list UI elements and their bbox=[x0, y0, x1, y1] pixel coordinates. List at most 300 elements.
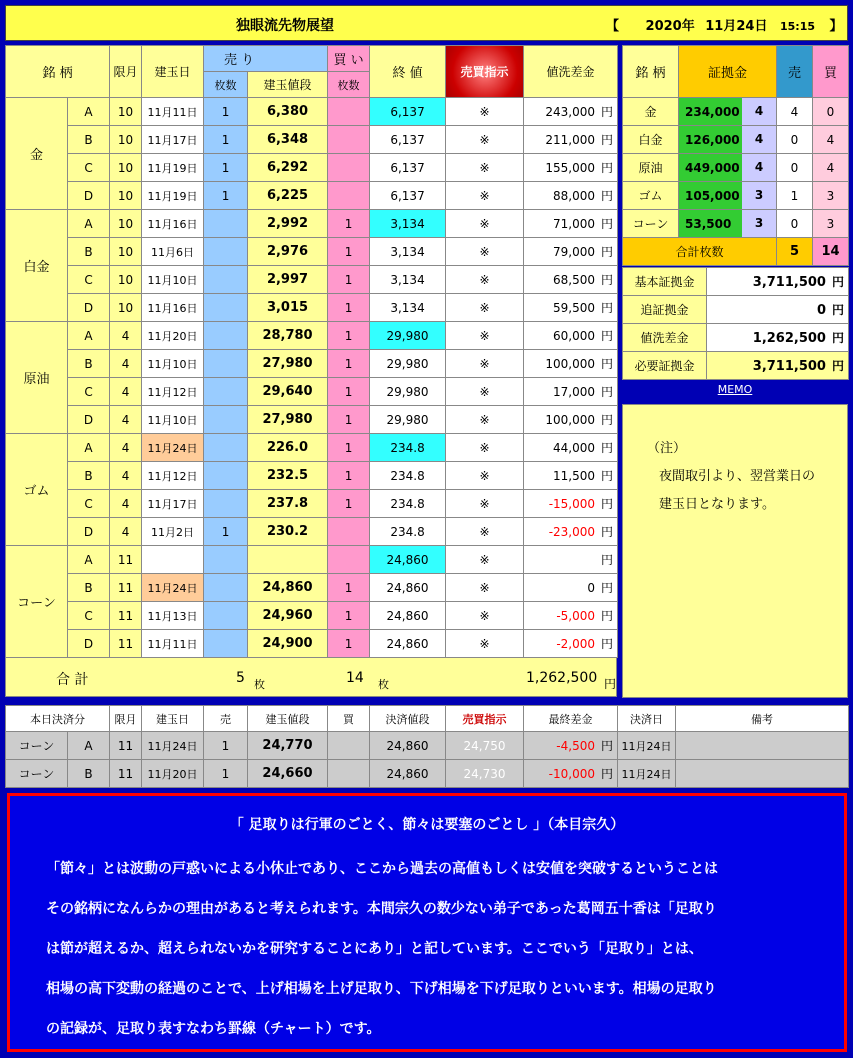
margin-commodity: ゴム bbox=[623, 182, 679, 210]
settle-header-month: 限月 bbox=[110, 706, 142, 732]
yen-unit: 円 bbox=[831, 275, 844, 289]
settlement-row bbox=[6, 760, 849, 788]
settle-month: 11 bbox=[110, 732, 142, 760]
memo-box bbox=[622, 404, 848, 698]
header-trade-instruction: 売買指示 bbox=[446, 46, 524, 98]
sell-count: 1 bbox=[204, 518, 248, 546]
entry-date: 11月17日 bbox=[142, 490, 204, 518]
margin-amount: 126,000 bbox=[685, 132, 740, 147]
entry-date: 11月12日 bbox=[142, 378, 204, 406]
quote-title: 「 足取りは行軍のごとく、節々は要塞のごとし 」（本目宗久） bbox=[229, 817, 625, 833]
mark-to-market bbox=[524, 378, 618, 406]
mark-to-market bbox=[524, 266, 618, 294]
trade-instruction: ※ bbox=[446, 462, 524, 490]
margin-total-sell: 5 bbox=[777, 238, 813, 266]
margin-row bbox=[623, 98, 849, 126]
entry-price: 6,292 bbox=[248, 154, 328, 182]
entry-date: 11月10日 bbox=[142, 266, 204, 294]
buy-count: 1 bbox=[328, 238, 370, 266]
margin-count: 3 bbox=[742, 182, 776, 209]
mark-to-market-value: 60,000 bbox=[553, 329, 596, 343]
trade-instruction: ※ bbox=[446, 266, 524, 294]
sell-count bbox=[204, 462, 248, 490]
closing-price: 3,134 bbox=[370, 238, 446, 266]
closing-price: 234.8 bbox=[370, 490, 446, 518]
closing-price: 24,860 bbox=[370, 630, 446, 658]
sell-count bbox=[204, 434, 248, 462]
yen-unit: 円 bbox=[601, 497, 614, 511]
margin-header-sell: 売 bbox=[777, 46, 813, 98]
settle-header-settle-date: 決済日 bbox=[618, 706, 676, 732]
quote-line-1: 「節々」とは波動の戸惑いによる小休止であり、ここから過去の高値もしくは安値を突破するということは bbox=[46, 861, 718, 877]
entry-price: 28,780 bbox=[248, 322, 328, 350]
summary-value-cell bbox=[707, 324, 849, 352]
trade-instruction: ※ bbox=[446, 574, 524, 602]
summary-label: 追証拠金 bbox=[623, 296, 707, 324]
date-md: 11月24日 bbox=[705, 19, 768, 34]
contract-month: 4 bbox=[110, 518, 142, 546]
settle-commodity: コーン bbox=[6, 760, 68, 788]
margin-header-buy: 買 bbox=[813, 46, 849, 98]
yen-unit: 円 bbox=[601, 357, 614, 371]
settle-header-sell: 売 bbox=[204, 706, 248, 732]
mark-to-market-value: 243,000 bbox=[545, 105, 596, 119]
mark-to-market-value: 59,500 bbox=[553, 301, 596, 315]
buy-count: 1 bbox=[328, 406, 370, 434]
contract-letter: D bbox=[68, 630, 110, 658]
bracket-open: 【 bbox=[606, 19, 620, 34]
contract-letter: D bbox=[68, 294, 110, 322]
header-buy-count: 枚数 bbox=[328, 72, 370, 98]
sell-count bbox=[204, 546, 248, 574]
settlement-row bbox=[6, 732, 849, 760]
buy-count: 1 bbox=[328, 322, 370, 350]
position-row bbox=[6, 210, 618, 238]
closing-price: 234.8 bbox=[370, 434, 446, 462]
yen-unit: 円 bbox=[831, 331, 844, 345]
settle-entry-price: 24,770 bbox=[248, 732, 328, 760]
entry-date: 11月16日 bbox=[142, 210, 204, 238]
mark-to-market-value: 79,000 bbox=[553, 245, 596, 259]
sell-count bbox=[204, 322, 248, 350]
contract-letter: B bbox=[68, 126, 110, 154]
margin-row bbox=[623, 182, 849, 210]
yen-unit: 円 bbox=[601, 133, 614, 147]
contract-month: 4 bbox=[110, 462, 142, 490]
mark-to-market-value: 88,000 bbox=[553, 189, 596, 203]
entry-date: 11月19日 bbox=[142, 182, 204, 210]
margin-row bbox=[623, 210, 849, 238]
sell-count: 1 bbox=[204, 98, 248, 126]
summary-value: 3,711,500 bbox=[752, 275, 826, 290]
yen-unit: 円 bbox=[601, 301, 614, 315]
position-row bbox=[6, 630, 618, 658]
entry-price: 29,640 bbox=[248, 378, 328, 406]
trade-instruction: ※ bbox=[446, 518, 524, 546]
settle-final-cell bbox=[524, 760, 618, 788]
settle-note bbox=[676, 732, 849, 760]
settle-sell: 1 bbox=[204, 760, 248, 788]
mark-to-market bbox=[524, 490, 618, 518]
position-row bbox=[6, 490, 618, 518]
buy-count: 1 bbox=[328, 266, 370, 294]
trade-instruction: ※ bbox=[446, 490, 524, 518]
settle-date: 11月24日 bbox=[618, 760, 676, 788]
yen-unit: 円 bbox=[601, 469, 614, 483]
closing-price: 29,980 bbox=[370, 322, 446, 350]
sell-count bbox=[204, 602, 248, 630]
yen-unit: 円 bbox=[601, 329, 614, 343]
margin-count: 4 bbox=[742, 126, 776, 153]
sell-count bbox=[204, 490, 248, 518]
sell-count: 1 bbox=[204, 126, 248, 154]
memo-line-1: 夜間取引より、翌営業日の bbox=[659, 469, 816, 484]
mark-to-market-value: 211,000 bbox=[545, 133, 596, 147]
position-row bbox=[6, 350, 618, 378]
page-title: 独眼流先物展望 bbox=[236, 18, 334, 34]
closing-price: 24,860 bbox=[370, 602, 446, 630]
contract-month: 10 bbox=[110, 98, 142, 126]
trade-instruction: ※ bbox=[446, 294, 524, 322]
commodity-name: 金 bbox=[6, 98, 68, 210]
margin-sell: 0 bbox=[777, 154, 813, 182]
summary-table bbox=[622, 267, 849, 380]
contract-month: 10 bbox=[110, 154, 142, 182]
buy-count bbox=[328, 518, 370, 546]
yen-unit: 円 bbox=[601, 189, 614, 203]
contract-letter: A bbox=[68, 322, 110, 350]
settle-commodity: コーン bbox=[6, 732, 68, 760]
summary-value: 1,262,500 bbox=[752, 331, 826, 346]
entry-price: 237.8 bbox=[248, 490, 328, 518]
settle-header-name: 本日決済分 bbox=[6, 706, 110, 732]
entry-date: 11月11日 bbox=[142, 98, 204, 126]
margin-buy: 3 bbox=[813, 210, 849, 238]
positions-table bbox=[5, 45, 618, 658]
header-nesen: 値洗差金 bbox=[524, 46, 618, 98]
mark-to-market-value: 100,000 bbox=[545, 357, 596, 371]
closing-price: 29,980 bbox=[370, 350, 446, 378]
yen-unit: 円 bbox=[831, 359, 844, 373]
header-sell: 売 り bbox=[204, 46, 328, 72]
contract-month: 10 bbox=[110, 182, 142, 210]
contract-letter: B bbox=[68, 350, 110, 378]
contract-letter: A bbox=[68, 546, 110, 574]
mark-to-market-value: 100,000 bbox=[545, 413, 596, 427]
contract-month: 10 bbox=[110, 266, 142, 294]
margin-count: 4 bbox=[742, 98, 776, 125]
mark-to-market bbox=[524, 126, 618, 154]
yen-unit: 円 bbox=[831, 303, 844, 317]
margin-amount-cell bbox=[679, 154, 777, 182]
entry-date: 11月24日 bbox=[142, 574, 204, 602]
contract-month: 4 bbox=[110, 490, 142, 518]
margin-buy: 3 bbox=[813, 182, 849, 210]
commodity-name: 白金 bbox=[6, 210, 68, 322]
sell-count bbox=[204, 574, 248, 602]
mark-to-market bbox=[524, 294, 618, 322]
header-gengetsu: 限月 bbox=[110, 46, 142, 98]
margin-buy: 4 bbox=[813, 126, 849, 154]
entry-price: 226.0 bbox=[248, 434, 328, 462]
margin-commodity: 金 bbox=[623, 98, 679, 126]
total-buy-count: 14 bbox=[346, 670, 364, 686]
buy-count: 1 bbox=[328, 490, 370, 518]
buy-count bbox=[328, 182, 370, 210]
mark-to-market bbox=[524, 98, 618, 126]
mark-to-market-value: 11,500 bbox=[553, 469, 596, 483]
margin-amount: 234,000 bbox=[685, 104, 740, 119]
entry-price: 3,015 bbox=[248, 294, 328, 322]
settle-final-value: -10,000 bbox=[548, 767, 595, 781]
margin-sell: 4 bbox=[777, 98, 813, 126]
total-unit: 円 bbox=[604, 677, 617, 691]
position-row bbox=[6, 266, 618, 294]
sell-count bbox=[204, 238, 248, 266]
entry-price: 6,348 bbox=[248, 126, 328, 154]
trade-instruction: ※ bbox=[446, 238, 524, 266]
contract-letter: B bbox=[68, 238, 110, 266]
margin-sell: 1 bbox=[777, 182, 813, 210]
summary-value: 3,711,500 bbox=[752, 359, 826, 374]
summary-row bbox=[623, 324, 849, 352]
buy-count bbox=[328, 154, 370, 182]
settle-header-buy: 買 bbox=[328, 706, 370, 732]
entry-date: 11月2日 bbox=[142, 518, 204, 546]
mark-to-market bbox=[524, 322, 618, 350]
summary-label: 必要証拠金 bbox=[623, 352, 707, 380]
contract-month: 11 bbox=[110, 602, 142, 630]
margin-table bbox=[622, 45, 849, 266]
position-row bbox=[6, 462, 618, 490]
yen-unit: 円 bbox=[600, 767, 613, 781]
mark-to-market bbox=[524, 154, 618, 182]
closing-price: 6,137 bbox=[370, 98, 446, 126]
contract-month: 10 bbox=[110, 210, 142, 238]
entry-price: 2,992 bbox=[248, 210, 328, 238]
quote-line-3: は節が超えるか、超えられないかを研究することにあり」と記しています。ここでいう「足取り」とは、 bbox=[46, 941, 703, 957]
contract-letter: B bbox=[68, 574, 110, 602]
margin-amount: 449,000 bbox=[685, 160, 740, 175]
margin-commodity: コーン bbox=[623, 210, 679, 238]
summary-label: 基本証拠金 bbox=[623, 268, 707, 296]
contract-month: 11 bbox=[110, 546, 142, 574]
contract-month: 4 bbox=[110, 406, 142, 434]
position-row bbox=[6, 154, 618, 182]
closing-price: 29,980 bbox=[370, 406, 446, 434]
summary-value-cell bbox=[707, 352, 849, 380]
total-label: 合 計 bbox=[56, 672, 89, 688]
yen-unit: 円 bbox=[601, 161, 614, 175]
position-row bbox=[6, 126, 618, 154]
margin-row bbox=[623, 126, 849, 154]
entry-price: 6,225 bbox=[248, 182, 328, 210]
margin-count: 3 bbox=[742, 210, 776, 237]
settle-header-instruction: 売買指示 bbox=[446, 706, 524, 732]
position-row bbox=[6, 182, 618, 210]
contract-month: 11 bbox=[110, 630, 142, 658]
bracket-close: 】 bbox=[829, 19, 843, 34]
mark-to-market-value: 17,000 bbox=[553, 385, 596, 399]
yen-unit: 円 bbox=[600, 739, 613, 753]
total-row bbox=[5, 657, 617, 697]
closing-price: 24,860 bbox=[370, 574, 446, 602]
memo-line-2: 建玉日となります。 bbox=[659, 497, 775, 512]
title-bar bbox=[5, 5, 848, 41]
sell-count bbox=[204, 210, 248, 238]
settle-header-date: 建玉日 bbox=[142, 706, 204, 732]
contract-month: 11 bbox=[110, 574, 142, 602]
entry-date: 11月24日 bbox=[142, 434, 204, 462]
position-row bbox=[6, 322, 618, 350]
yen-unit: 円 bbox=[601, 581, 614, 595]
closing-price: 24,860 bbox=[370, 546, 446, 574]
settle-instruction: 24,750 bbox=[446, 732, 524, 760]
sell-count bbox=[204, 350, 248, 378]
entry-date: 11月10日 bbox=[142, 406, 204, 434]
entry-price: 24,960 bbox=[248, 602, 328, 630]
mark-to-market-value: -15,000 bbox=[548, 497, 596, 511]
contract-letter: A bbox=[68, 434, 110, 462]
margin-amount-cell bbox=[679, 210, 777, 238]
settle-entry-date: 11月20日 bbox=[142, 760, 204, 788]
margin-buy: 0 bbox=[813, 98, 849, 126]
entry-date: 11月17日 bbox=[142, 126, 204, 154]
contract-month: 4 bbox=[110, 378, 142, 406]
summary-row bbox=[623, 296, 849, 324]
summary-value: 0 bbox=[816, 303, 826, 318]
position-row bbox=[6, 98, 618, 126]
yen-unit: 円 bbox=[601, 245, 614, 259]
entry-price: 230.2 bbox=[248, 518, 328, 546]
entry-date: 11月11日 bbox=[142, 630, 204, 658]
summary-row bbox=[623, 352, 849, 380]
total-sell-count: 5 bbox=[236, 670, 245, 686]
mark-to-market-value: 71,000 bbox=[553, 217, 596, 231]
trade-instruction: ※ bbox=[446, 350, 524, 378]
datetime-display bbox=[606, 15, 846, 34]
contract-month: 10 bbox=[110, 294, 142, 322]
settle-sell: 1 bbox=[204, 732, 248, 760]
settle-note bbox=[676, 760, 849, 788]
yen-unit: 円 bbox=[601, 273, 614, 287]
sell-count bbox=[204, 630, 248, 658]
settle-final-value: -4,500 bbox=[556, 739, 595, 753]
yen-unit: 円 bbox=[601, 525, 614, 539]
contract-letter: D bbox=[68, 518, 110, 546]
closing-price: 29,980 bbox=[370, 378, 446, 406]
settle-letter: A bbox=[68, 732, 110, 760]
settle-letter: B bbox=[68, 760, 110, 788]
settle-exit-price: 24,860 bbox=[370, 760, 446, 788]
buy-count: 1 bbox=[328, 462, 370, 490]
contract-letter: C bbox=[68, 378, 110, 406]
mark-to-market-value: 0 bbox=[587, 581, 596, 595]
memo-link[interactable]: MEMO bbox=[717, 383, 753, 396]
mark-to-market bbox=[524, 574, 618, 602]
mark-to-market bbox=[524, 462, 618, 490]
trade-instruction: ※ bbox=[446, 546, 524, 574]
mark-to-market bbox=[524, 518, 618, 546]
header-tategyokubi: 建玉日 bbox=[142, 46, 204, 98]
mark-to-market-value: -5,000 bbox=[556, 609, 596, 623]
trade-instruction: ※ bbox=[446, 378, 524, 406]
buy-count: 1 bbox=[328, 210, 370, 238]
total-amount: 1,262,500 bbox=[526, 670, 598, 686]
buy-count: 1 bbox=[328, 294, 370, 322]
settle-header-exit: 決済値段 bbox=[370, 706, 446, 732]
settle-entry-price: 24,660 bbox=[248, 760, 328, 788]
closing-price: 6,137 bbox=[370, 182, 446, 210]
time: 15:15 bbox=[779, 20, 815, 33]
position-row bbox=[6, 434, 618, 462]
margin-total-buy: 14 bbox=[813, 238, 849, 266]
settle-entry-date: 11月24日 bbox=[142, 732, 204, 760]
header-buy: 買 い bbox=[328, 46, 370, 72]
margin-total-label: 合計枚数 bbox=[623, 238, 777, 266]
entry-date: 11月16日 bbox=[142, 294, 204, 322]
entry-price: 232.5 bbox=[248, 462, 328, 490]
contract-letter: A bbox=[68, 98, 110, 126]
sell-count: 1 bbox=[204, 154, 248, 182]
mark-to-market bbox=[524, 350, 618, 378]
quote-line-5: の記録が、足取り表すなわち罫線（チャート）です。 bbox=[46, 1021, 381, 1037]
commodity-name: 原油 bbox=[6, 322, 68, 434]
mark-to-market bbox=[524, 406, 618, 434]
header-closing: 終 値 bbox=[370, 46, 446, 98]
entry-price: 27,980 bbox=[248, 406, 328, 434]
position-row bbox=[6, 546, 618, 574]
sell-count bbox=[204, 378, 248, 406]
entry-price: 2,997 bbox=[248, 266, 328, 294]
settlement-table bbox=[5, 705, 849, 788]
buy-count bbox=[328, 546, 370, 574]
contract-letter: D bbox=[68, 182, 110, 210]
contract-letter: C bbox=[68, 490, 110, 518]
margin-amount-cell bbox=[679, 182, 777, 210]
entry-price: 6,380 bbox=[248, 98, 328, 126]
yen-unit: 円 bbox=[601, 413, 614, 427]
closing-price: 234.8 bbox=[370, 518, 446, 546]
trade-instruction: ※ bbox=[446, 406, 524, 434]
yen-unit: 円 bbox=[601, 385, 614, 399]
entry-price: 2,976 bbox=[248, 238, 328, 266]
position-row bbox=[6, 518, 618, 546]
buy-count: 1 bbox=[328, 602, 370, 630]
buy-count: 1 bbox=[328, 574, 370, 602]
margin-sell: 0 bbox=[777, 126, 813, 154]
trade-instruction: ※ bbox=[446, 154, 524, 182]
yen-unit: 円 bbox=[601, 609, 614, 623]
settle-buy bbox=[328, 732, 370, 760]
entry-price: 24,860 bbox=[248, 574, 328, 602]
mark-to-market bbox=[524, 602, 618, 630]
mark-to-market bbox=[524, 210, 618, 238]
entry-price: 27,980 bbox=[248, 350, 328, 378]
margin-count: 4 bbox=[742, 154, 776, 181]
commodity-name: コーン bbox=[6, 546, 68, 658]
entry-date: 11月19日 bbox=[142, 154, 204, 182]
trade-instruction: ※ bbox=[446, 322, 524, 350]
mark-to-market bbox=[524, 434, 618, 462]
position-row bbox=[6, 378, 618, 406]
contract-month: 4 bbox=[110, 434, 142, 462]
margin-amount: 53,500 bbox=[685, 216, 732, 231]
position-row bbox=[6, 602, 618, 630]
contract-month: 4 bbox=[110, 322, 142, 350]
trade-instruction: ※ bbox=[446, 602, 524, 630]
yen-unit: 円 bbox=[601, 105, 614, 119]
